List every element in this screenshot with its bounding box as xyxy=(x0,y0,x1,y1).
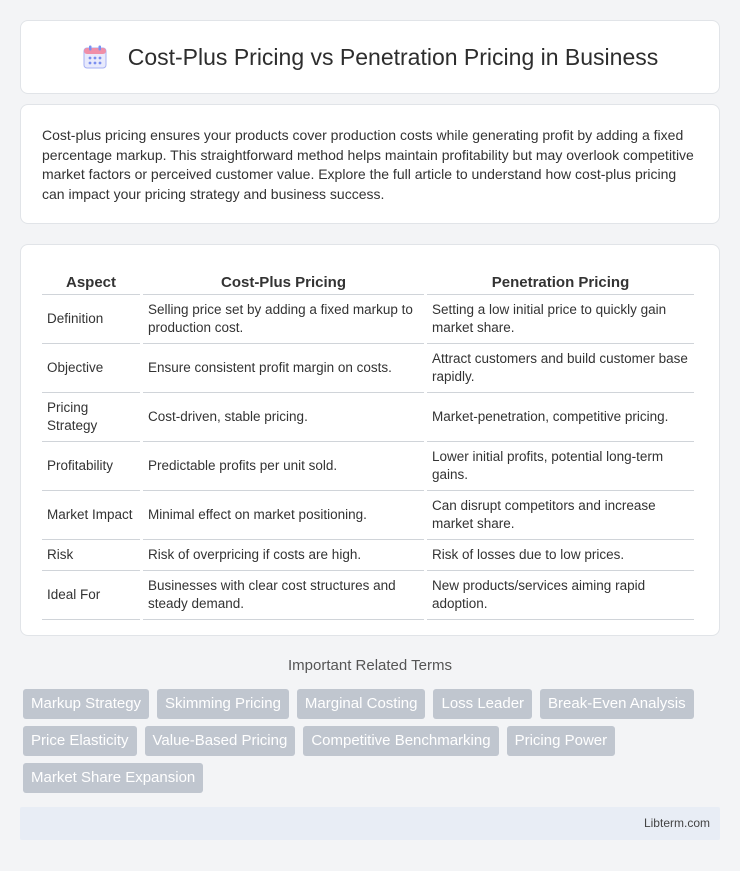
row-penetration: Setting a low initial price to quickly gain market share. xyxy=(427,295,694,344)
related-term-tag[interactable]: Pricing Power xyxy=(507,726,616,756)
related-term-tag[interactable]: Competitive Benchmarking xyxy=(303,726,498,756)
footer xyxy=(20,807,720,840)
row-penetration: Market-penetration, competitive pricing. xyxy=(427,393,694,442)
row-cost-plus: Ensure consistent profit margin on costs. xyxy=(143,344,424,393)
related-term-tag[interactable]: Loss Leader xyxy=(433,689,532,719)
row-aspect: Pricing Strategy xyxy=(42,393,140,442)
row-penetration: Risk of losses due to low prices. xyxy=(427,540,694,571)
row-cost-plus: Cost-driven, stable pricing. xyxy=(143,393,424,442)
intro-card xyxy=(20,104,720,224)
row-aspect: Risk xyxy=(42,540,140,571)
row-cost-plus: Predictable profits per unit sold. xyxy=(143,442,424,491)
row-aspect: Profitability xyxy=(42,442,140,491)
row-penetration: Can disrupt competitors and increase market share. xyxy=(427,491,694,540)
table-row xyxy=(42,442,694,491)
calendar-icon xyxy=(82,44,108,70)
header-penetration: Penetration Pricing xyxy=(427,263,694,295)
related-term-tag[interactable]: Price Elasticity xyxy=(23,726,137,756)
table-row xyxy=(42,491,694,540)
related-term-tag[interactable]: Marginal Costing xyxy=(297,689,426,719)
table-row xyxy=(42,540,694,571)
intro-text: Cost-plus pricing ensures your products cover production costs while generating profit by adding a fixed percentage markup. This straightforward method helps maintain profitability but may overlook competitive market factors or perceived customer value. Explore the full article to understand how cost-plus pricing can impact your pricing strategy and business success. xyxy=(42,127,694,202)
related-terms-list xyxy=(23,689,713,793)
title-card xyxy=(20,20,720,94)
table-header-row xyxy=(42,263,694,295)
row-cost-plus: Selling price set by adding a fixed markup to production cost. xyxy=(143,295,424,344)
row-aspect: Objective xyxy=(42,344,140,393)
table-row xyxy=(42,393,694,442)
page-title: Cost-Plus Pricing vs Penetration Pricing in Business xyxy=(127,43,659,70)
related-term-tag[interactable]: Skimming Pricing xyxy=(157,689,289,719)
row-aspect: Ideal For xyxy=(42,571,140,620)
row-penetration: Lower initial profits, potential long-term gains. xyxy=(427,442,694,491)
table-row xyxy=(42,344,694,393)
header-cost-plus: Cost-Plus Pricing xyxy=(143,263,424,295)
table-row xyxy=(42,295,694,344)
row-cost-plus: Risk of overpricing if costs are high. xyxy=(143,540,424,571)
row-cost-plus: Businesses with clear cost structures and steady demand. xyxy=(143,571,424,620)
related-term-tag[interactable]: Break-Even Analysis xyxy=(540,689,694,719)
row-cost-plus: Minimal effect on market positioning. xyxy=(143,491,424,540)
header-aspect: Aspect xyxy=(42,263,140,295)
table-row xyxy=(42,571,694,620)
row-penetration: New products/services aiming rapid adoption. xyxy=(427,571,694,620)
comparison-table xyxy=(39,263,697,620)
related-term-tag[interactable]: Market Share Expansion xyxy=(23,763,203,793)
related-term-tag[interactable]: Markup Strategy xyxy=(23,689,149,719)
footer-site-link[interactable]: Libterm.com xyxy=(643,816,710,830)
related-term-tag[interactable]: Value-Based Pricing xyxy=(145,726,296,756)
row-aspect: Market Impact xyxy=(42,491,140,540)
related-terms-heading: Important Related Terms xyxy=(288,657,452,674)
row-aspect: Definition xyxy=(42,295,140,344)
row-penetration: Attract customers and build customer base rapidly. xyxy=(427,344,694,393)
comparison-table-card xyxy=(20,244,720,636)
